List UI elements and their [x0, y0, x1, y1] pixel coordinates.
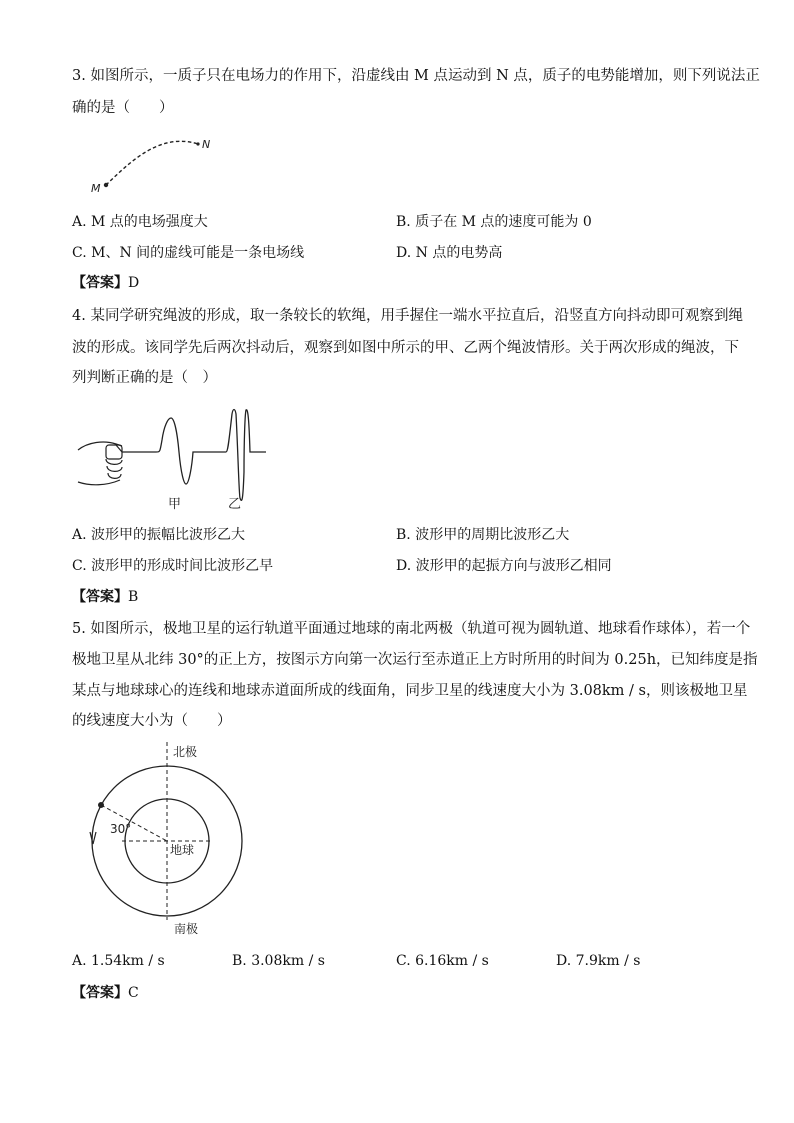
rope-wave [122, 410, 266, 501]
q4-answer [72, 587, 138, 607]
q4-stem-line2: 波的形成。该同学先后两次抖动后，观察到如图中所示的甲、乙两个绳波情形。关于两次形成的绳波，下 [72, 340, 739, 356]
q5-stem-line4: 的线速度大小为（ ） [72, 713, 232, 729]
q5-answer-bracket: 【答案】 [72, 985, 128, 1001]
q5-option-a: A. 1.54km / s [72, 953, 165, 969]
q3-option-b: B. 质子在 M 点的速度可能为 0 [396, 214, 592, 230]
q5-stem-line3: 某点与地球球心的连线和地球赤道面所成的线面角，同步卫星的线速度大小为 3.08km / s，则该极地卫星 [72, 683, 748, 699]
q5-answer [72, 983, 139, 1003]
north-pole-label: 北极 [173, 745, 198, 759]
orbit-direction-arrow-icon [90, 832, 96, 844]
q3-trajectory [106, 141, 198, 185]
q4-answer-value: B [128, 589, 139, 605]
q4-stem-line3: 列判断正确的是（ ） [72, 370, 217, 386]
q3-answer-value: D [128, 275, 140, 291]
q3-option-c: C. M、N 间的虚线可能是一条电场线 [72, 245, 305, 261]
q3-label-m: M [91, 182, 101, 195]
angle-label: 30° [110, 822, 132, 836]
q3-stem-line2: 确的是（ ） [72, 100, 174, 116]
q5-option-d: D. 7.9km / s [556, 953, 641, 969]
q3-stem-line1: 3. 如图所示，一质子只在电场力的作用下，沿虚线由 M 点运动到 N 点，质子的电势能增加，则下列说法正 [72, 68, 760, 84]
q4-option-d: D. 波形甲的起振方向与波形乙相同 [396, 558, 612, 574]
q3-point-m [104, 183, 108, 187]
q5-answer-value: C [128, 985, 139, 1001]
q4-option-c: C. 波形甲的形成时间比波形乙早 [72, 558, 274, 574]
q4-label-jia: 甲 [168, 497, 182, 512]
q5-option-c: C. 6.16km / s [396, 953, 489, 969]
q3-answer-bracket: 【答案】 [72, 275, 128, 291]
q4-figure [76, 400, 276, 515]
q3-option-d: D. N 点的电势高 [396, 245, 503, 261]
q5-stem-line1: 5. 如图所示，极地卫星的运行轨道平面通过地球的南北两极（轨道可视为圆轨道、地球看作球体），若一个 [72, 621, 751, 637]
q3-answer [72, 273, 139, 293]
q3-point-n [196, 142, 199, 145]
earth-label: 地球 [170, 843, 195, 857]
q3-option-a: A. M 点的电场强度大 [72, 214, 208, 230]
south-pole-label: 南极 [174, 922, 199, 936]
q4-label-yi: 乙 [228, 497, 242, 512]
q4-option-b: B. 波形甲的周期比波形乙大 [396, 527, 570, 543]
q5-stem-line2: 极地卫星从北纬 30°的正上方，按图示方向第一次运行至赤道正上方时所用的时间为 0.25h，已知纬度是指 [72, 652, 758, 668]
q3-figure [80, 132, 230, 197]
q4-option-a: A. 波形甲的振幅比波形乙大 [72, 527, 246, 543]
hand-icon [78, 442, 122, 485]
q5-option-b: B. 3.08km / s [232, 953, 325, 969]
q3-label-n: N [202, 138, 211, 151]
q4-answer-bracket: 【答案】 [72, 589, 128, 605]
q4-stem-line1: 4. 某同学研究绳波的形成，取一条较长的软绳，用手握住一端水平拉直后，沿竖直方向抖动即可观察到绳 [72, 308, 743, 324]
q5-figure [82, 740, 262, 940]
